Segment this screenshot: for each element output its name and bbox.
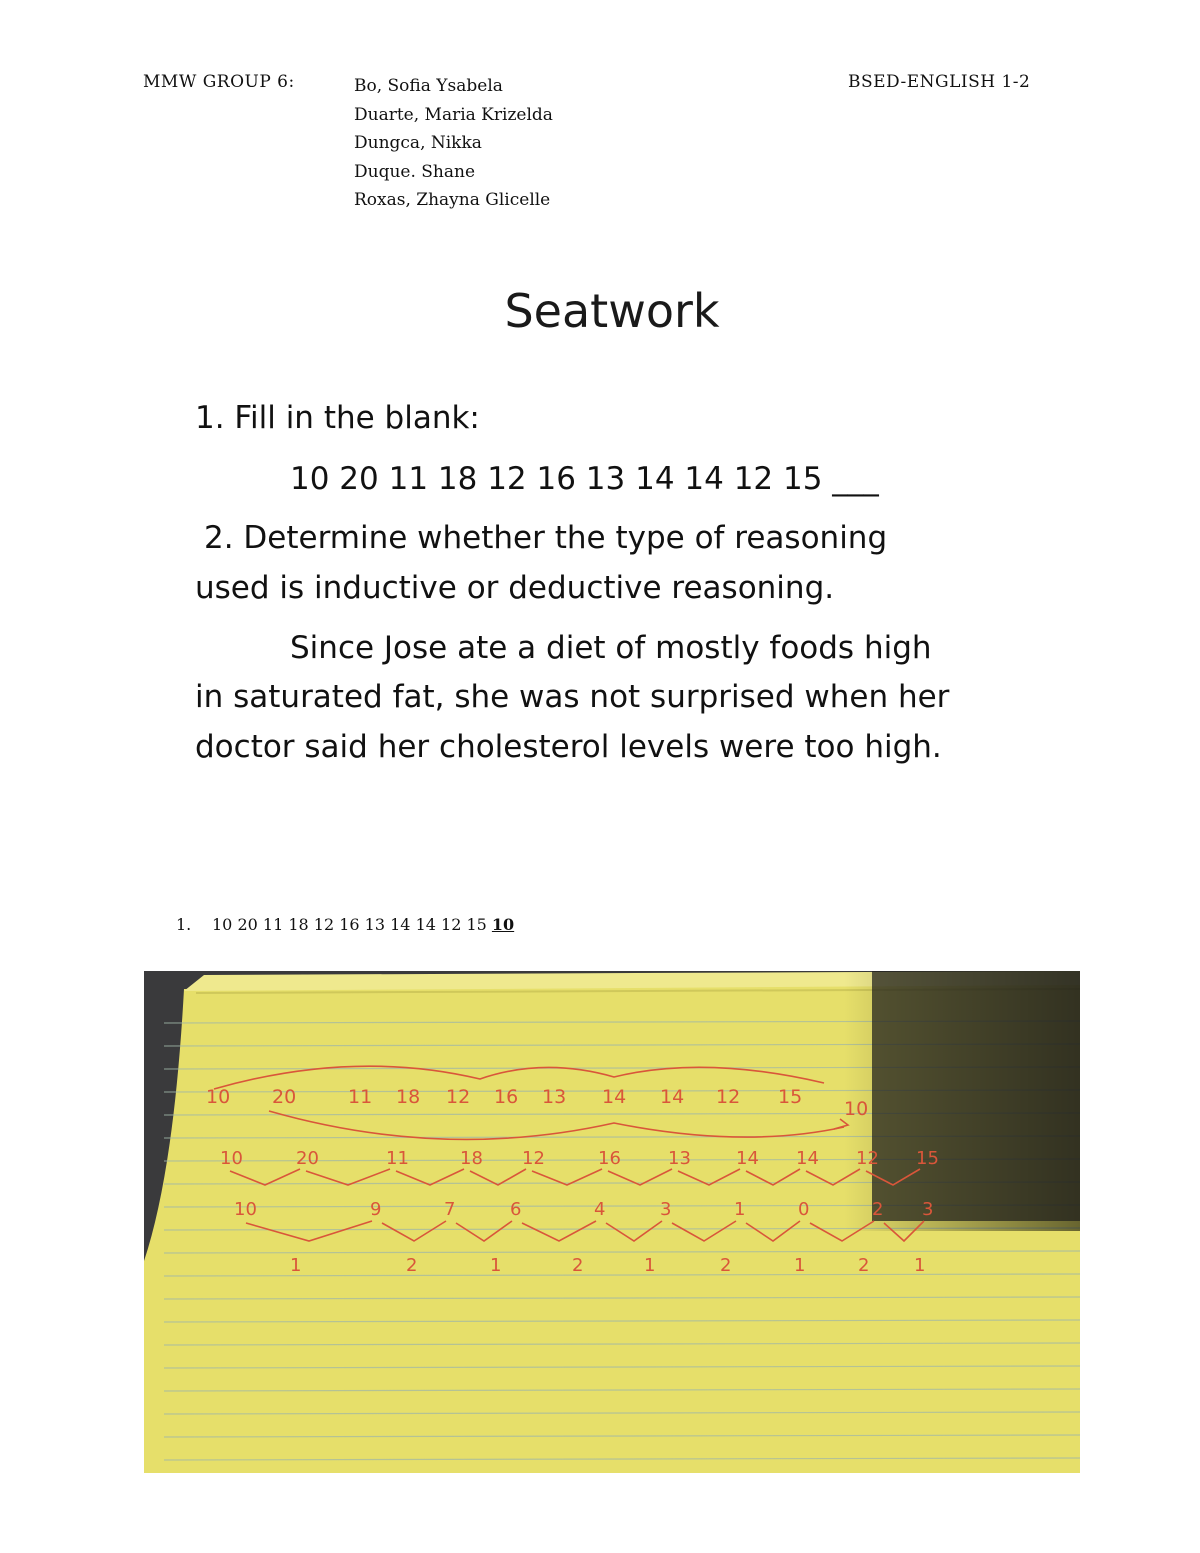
handwritten-digit: 13 <box>668 1148 691 1169</box>
handwritten-digit: 18 <box>396 1086 421 1108</box>
handwritten-digit: 2 <box>406 1255 418 1276</box>
handwritten-digit: 9 <box>370 1199 382 1220</box>
handwritten-digit: 10 <box>206 1086 231 1108</box>
handwritten-digit: 1 <box>734 1199 746 1220</box>
answer-sequence: 10 20 11 18 12 16 13 14 14 12 15 <box>212 915 487 934</box>
handwritten-solution-photo <box>144 971 1080 1473</box>
handwritten-digit: 14 <box>660 1086 685 1108</box>
member-name: Dungca, Nikka <box>354 133 482 154</box>
member-name: Duque. Shane <box>354 161 476 182</box>
handwritten-digit: 1 <box>644 1255 656 1276</box>
handwritten-digit: 15 <box>916 1148 939 1169</box>
handwritten-digit: 10 <box>220 1148 243 1169</box>
handwritten-digit: 4 <box>594 1199 606 1220</box>
handwritten-digit: 12 <box>716 1086 741 1108</box>
handwritten-digit: 2 <box>872 1199 884 1220</box>
slide-title: Seatwork <box>504 284 720 338</box>
question-2-line: 2. Determine whether the type of reasoning <box>204 520 888 556</box>
handwritten-digit: 20 <box>296 1148 319 1169</box>
question-2-passage: doctor said her cholesterol levels were too high. <box>195 729 942 765</box>
handwritten-digit: 1 <box>290 1255 302 1276</box>
question-2-line: used is inductive or deductive reasoning. <box>195 570 835 606</box>
handwritten-digit: 1 <box>914 1255 926 1276</box>
handwritten-digit: 12 <box>856 1148 879 1169</box>
handwritten-digit: 2 <box>572 1255 584 1276</box>
handwritten-digit: 3 <box>660 1199 672 1220</box>
handwritten-digit: 11 <box>348 1086 373 1108</box>
handwritten-digit: 2 <box>720 1255 732 1276</box>
member-name: Bo, Sofia Ysabela <box>354 76 503 96</box>
handwritten-digit: 10 <box>844 1098 869 1120</box>
handwritten-digit: 20 <box>272 1086 297 1108</box>
handwritten-digit: 14 <box>736 1148 759 1169</box>
handwritten-digit: 3 <box>922 1199 934 1220</box>
question-1-prompt: 1. Fill in the blank: <box>195 400 480 436</box>
question-1-sequence: 10 20 11 18 12 16 13 14 14 12 15 ___ <box>290 461 879 497</box>
handwritten-digit: 0 <box>798 1199 810 1220</box>
handwritten-digit: 10 <box>234 1199 257 1220</box>
handwritten-digit: 16 <box>598 1148 621 1169</box>
handwritten-digit: 16 <box>494 1086 519 1108</box>
handwritten-digit: 7 <box>444 1199 456 1220</box>
handwritten-digit: 18 <box>460 1148 483 1169</box>
question-2-passage: Since Jose ate a diet of mostly foods high <box>290 630 932 666</box>
group-label: MMW GROUP 6: <box>143 72 295 92</box>
handwritten-digit: 13 <box>542 1086 567 1108</box>
handwritten-digit: 6 <box>510 1199 522 1220</box>
question-2-passage: in saturated fat, she was not surprised when her <box>195 679 950 715</box>
handwritten-digit: 14 <box>602 1086 627 1108</box>
member-name: Duarte, Maria Krizelda <box>354 104 553 125</box>
handwritten-digit: 11 <box>386 1148 409 1169</box>
handwritten-digit: 15 <box>778 1086 803 1108</box>
handwritten-digit: 12 <box>522 1148 545 1169</box>
answer-number: 1. <box>176 915 192 934</box>
member-list <box>354 72 553 215</box>
member-name: Roxas, Zhayna Glicelle <box>354 190 551 211</box>
course-label: BSED-ENGLISH 1-2 <box>848 72 1031 92</box>
answer-line <box>176 915 514 934</box>
handwritten-digit: 14 <box>796 1148 819 1169</box>
handwritten-digit: 2 <box>858 1255 870 1276</box>
handwritten-digit: 12 <box>446 1086 471 1108</box>
handwritten-digit: 1 <box>490 1255 502 1276</box>
handwritten-digit: 1 <box>794 1255 806 1276</box>
answer-value: 10 <box>491 915 515 934</box>
